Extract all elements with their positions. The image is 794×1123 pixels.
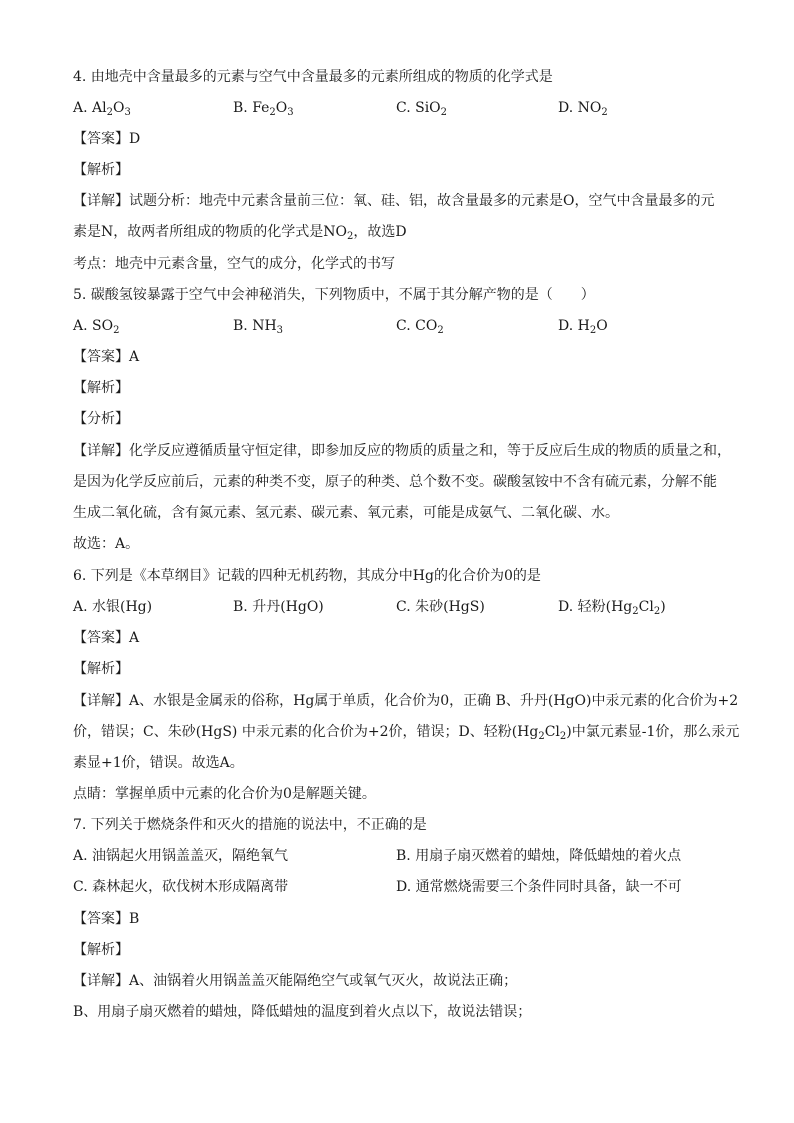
q7-option-d: D. 通常燃烧需要三个条件同时具备，缺一不可 — [396, 879, 682, 895]
q6-analysis-label: 【解析】 — [73, 661, 129, 677]
q5-option-b: B. $NH_3$ — [233, 318, 284, 336]
q7-options-row-1 — [73, 846, 723, 866]
q5-detail-line-3: 生成二氧化硫，含有氮元素、氢元素、碳元素、氧元素，可能是成氨气、二氧化碳、水。 — [73, 505, 619, 521]
q6-option-c: C. 朱砂(HgS) — [396, 599, 485, 615]
q4-options — [73, 98, 723, 118]
q5-option-c: C. $CO_2$ — [396, 318, 444, 336]
q5-option-d: D. $H_2O$ — [558, 318, 608, 336]
q6-dianjing: 点睛：掌握单质中元素的化合价为0是解题关键。 — [73, 786, 376, 802]
q6-detail-line-2: 价，错误；C、朱砂(HgS) 中汞元素的化合价为+2价，错误；D、轻粉$(Hg_2Cl_2)$中氯元素显-1价，那么汞元 — [73, 724, 740, 742]
q7-answer: 【答案】B — [73, 911, 140, 927]
q7-detail-line-1: 【详解】A、油锅着火用锅盖盖灭能隔绝空气或氧气灭火，故说法正确； — [73, 973, 518, 989]
q6-option-d: D. 轻粉$(Hg_2Cl_2)$ — [558, 599, 666, 617]
q4-option-b: B. $Fe_2O_3$ — [233, 100, 294, 118]
q5-stem: 5. 碳酸氢铵暴露于空气中会神秘消失，下列物质中，不属于其分解产物的是（ ） — [73, 287, 595, 303]
q4-option-a: A. $Al_2O_3$ — [73, 100, 131, 118]
q4-option-c: C. SiO$_2$ — [396, 100, 448, 118]
q6-detail-line-3: 素显+1价，错误。故选A。 — [73, 755, 244, 771]
q4-stem: 4. 由地壳中含量最多的元素与空气中含量最多的元素所组成的物质的化学式是 — [73, 69, 553, 85]
q7-detail-line-2: B、用扇子扇灭燃着的蜡烛，降低蜡烛的温度到着火点以下，故说法错误； — [73, 1004, 532, 1020]
q4-detail-line-2: 素是N，故两者所组成的物质的化学式是$NO_2$，故选D — [73, 224, 407, 242]
q5-analysis-label: 【解析】 — [73, 380, 129, 396]
q5-detail-line-2: 是因为化学反应前后，元素的种类不变，原子的种类、总个数不变。碳酸氢铵中不含有硫元素，分解不能 — [73, 474, 717, 490]
q4-analysis-label: 【解析】 — [73, 162, 129, 178]
q7-analysis-label: 【解析】 — [73, 942, 129, 958]
q6-option-a: A. 水银(Hg) — [73, 599, 153, 615]
q5-option-a: A. $SO_2$ — [73, 318, 120, 336]
q6-stem: 6. 下列是《本草纲目》记载的四种无机药物，其成分中Hg的化合价为0的是 — [73, 568, 541, 584]
q6-detail-line-1: 【详解】A、水银是金属汞的俗称，Hg属于单质，化合价为0，正确 B、升丹(HgO)中汞元素的化合价为+2 — [73, 693, 739, 709]
q7-option-a: A. 油锅起火用锅盖盖灭，隔绝氧气 — [73, 848, 289, 864]
q4-kaodian: 考点：地壳中元素含量，空气的成分，化学式的书写 — [73, 256, 395, 272]
q6-option-b: B. 升丹(HgO) — [233, 599, 324, 615]
q5-answer: 【答案】A — [73, 349, 140, 365]
q4-option-d: D. $NO_2$ — [558, 100, 608, 118]
q6-answer: 【答案】A — [73, 630, 140, 646]
q4-answer: 【答案】D — [73, 131, 141, 147]
q7-stem: 7. 下列关于燃烧条件和灭火的措施的说法中，不正确的是 — [73, 817, 427, 833]
q7-options-row-2 — [73, 877, 723, 897]
q5-detail-line-1: 【详解】化学反应遵循质量守恒定律，即参加反应的物质的质量之和，等于反应后生成的物质的质量之和， — [73, 443, 731, 459]
q7-option-b: B. 用扇子扇灭燃着的蜡烛，降低蜡烛的着火点 — [396, 848, 682, 864]
q5-options — [73, 316, 723, 336]
q4-detail-line-1: 【详解】试题分析：地壳中元素含量前三位：氧、硅、铝，故含量最多的元素是O，空气中含量最多的元 — [73, 193, 715, 209]
q5-conclusion: 故选：A。 — [73, 536, 140, 552]
q5-fenxi-label: 【分析】 — [73, 411, 129, 427]
q7-option-c: C. 森林起火，砍伐树木形成隔离带 — [73, 879, 289, 895]
q6-options — [73, 597, 723, 617]
